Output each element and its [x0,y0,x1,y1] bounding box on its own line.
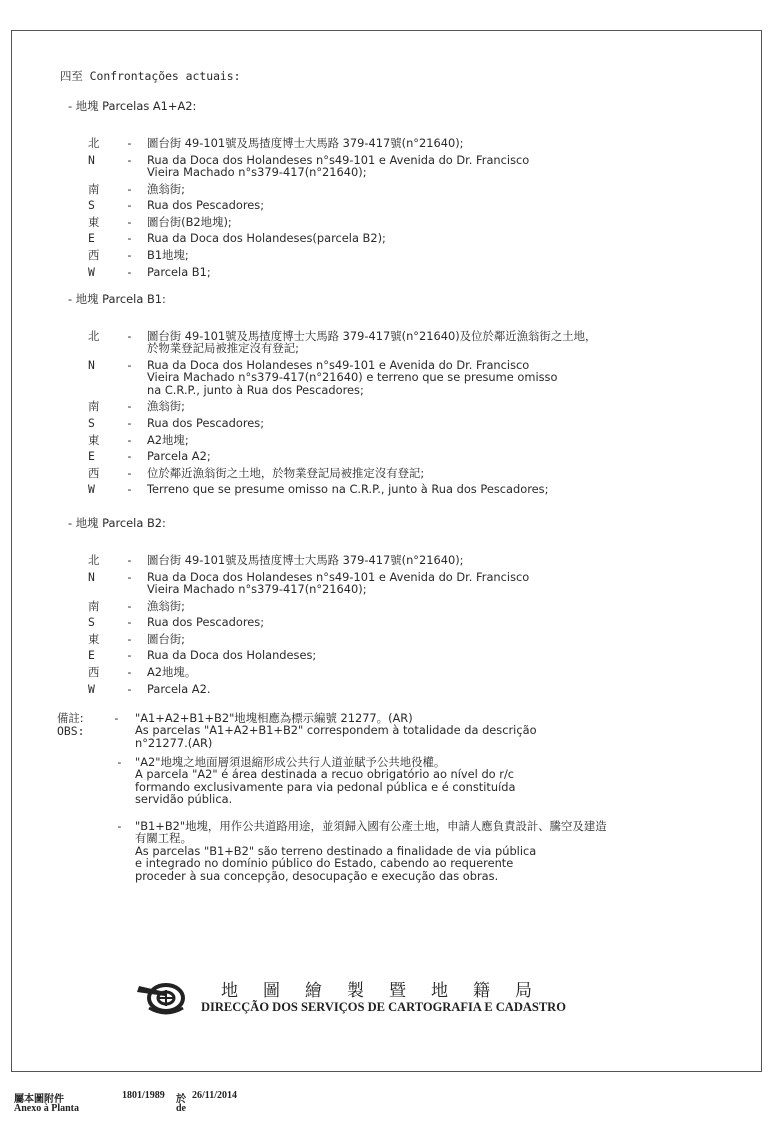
boundary-text: Parcela A2. [147,681,211,696]
boundary-dash: - [126,248,133,262]
boundary-dash: - [126,231,133,246]
boundary-text: 圖台街 49-101號及馬揸度博士大馬路 379-417號(n°21640); [147,136,464,150]
parcel-heading: - 地塊 Parcela B2: [68,516,166,530]
boundary-direction: N [88,569,95,584]
boundary-text: Rua dos Pescadores; [147,198,265,213]
boundary-direction: W [88,264,95,279]
boundary-direction: 西 [88,248,100,262]
boundary-dash: - [126,264,133,279]
boundary-text: 圖台街; [147,631,186,646]
boundary-dash: - [126,358,133,372]
footer-label-pt: Anexo à Planta [14,1103,79,1114]
boundary-text: A2地塊。 [147,665,197,679]
note-text: "A1+A2+B1+B2"地塊相應為標示編號 21277。(AR) [135,711,413,725]
boundary-dash: - [126,569,133,584]
boundary-dash: - [126,631,133,646]
boundary-direction: E [88,449,95,464]
notes-label-zh: 備註: [57,711,84,725]
boundary-direction: E [88,231,95,246]
boundary-direction: 東 [88,631,100,646]
boundary-direction: S [88,198,95,213]
note-text: As parcelas "A1+A2+B1+B2" correspondem à totalidade da descrição [135,723,537,738]
boundary-direction: 北 [88,553,100,567]
boundary-text: Rua da Doca dos Holandeses n°s49-101 e Avenida do Dr. Francisco [147,152,530,167]
notes-label-pt: OBS: [57,724,85,738]
boundary-text: 漁翁街; [147,181,186,196]
boundary-dash: - [126,399,133,414]
boundary-dash: - [126,432,133,447]
boundary-text: Vieira Machado n°s379-417(n°21640); [147,164,367,179]
boundary-dash: - [126,136,133,150]
boundary-text: Rua da Doca dos Holandeses n°s49-101 e Avenida do Dr. Francisco [147,358,530,372]
note-dash: - [113,711,120,725]
agency-name-zh: 地圖繪製暨地籍局 [221,981,557,1001]
boundary-dash: - [126,553,133,567]
boundary-direction: S [88,615,95,630]
boundary-dash: - [126,648,133,663]
boundary-direction: W [88,482,95,497]
note-text: "A2"地塊之地面層須退縮形成公共行人道並賦予公共地役權。 [135,755,446,769]
note-text: A parcela "A2" é área destinada a recuo obrigatório ao nível do r/c [135,767,515,782]
boundary-dash: - [126,416,133,430]
boundary-dash: - [126,598,133,613]
boundary-dash: - [126,198,133,213]
footer-sep-pt: de [176,1103,186,1114]
note-text: As parcelas "B1+B2" são terreno destinado a finalidade de via pública [135,843,537,858]
boundary-direction: N [88,152,95,167]
boundary-direction: 西 [88,465,100,480]
boundary-direction: S [88,416,95,430]
boundary-text: 漁翁街; [147,399,186,414]
boundary-dash: - [126,152,133,167]
boundary-text: Rua dos Pescadores; [147,416,265,430]
boundary-text: 圖台街(B2地塊); [147,214,232,229]
agency-logo-block [135,976,635,1020]
boundary-text: 位於鄰近漁翁街之土地，於物業登記局被推定沒有登記; [147,465,425,480]
boundary-text: 漁翁街; [147,598,186,613]
boundary-direction: W [88,681,95,696]
footer-label-zh: 屬本圖附件 [14,1094,64,1105]
parcel-heading: - 地塊 Parcelas A1+A2: [68,99,197,113]
agency-name-pt: DIRECÇÃO DOS SERVIÇOS DE CARTOGRAFIA E CADASTRO [201,1000,566,1014]
footer-sep-zh: 於 [176,1094,186,1105]
boundary-dash: - [126,214,133,229]
boundary-text: 於物業登記局被推定沒有登記; [147,341,299,356]
boundary-direction: 南 [88,181,100,196]
boundary-text: Rua da Doca dos Holandeses n°s49-101 e Avenida do Dr. Francisco [147,569,530,584]
boundary-text: Terreno que se presume omisso na C.R.P., junto à Rua dos Pescadores; [147,482,549,497]
boundary-text: Rua da Doca dos Holandeses; [147,648,317,663]
note-text: formando exclusivamente para via pedonal pública e é constituída [135,779,516,794]
boundary-dash: - [126,615,133,630]
boundary-direction: 北 [88,329,100,343]
note-text: "B1+B2"地塊，用作公共道路用途，並須歸入國有公產土地，申請人應負責設計、騰空及建造 [135,819,607,833]
boundary-text: Parcela B1; [147,264,211,279]
boundary-text: 圖台街 49-101號及馬揸度博士大馬路 379-417號(n°21640); [147,553,464,567]
boundary-text: A2地塊; [147,432,189,447]
boundary-dash: - [126,681,133,696]
boundary-text: Parcela A2; [147,449,211,464]
boundary-direction: 東 [88,214,100,229]
parcel-heading: - 地塊 Parcela B1: [68,292,166,306]
boundary-direction: 南 [88,399,100,414]
note-text: proceder à sua concepção, desocupação e execução das obras. [135,868,499,883]
boundary-text: B1地塊; [147,248,189,262]
boundary-dash: - [126,482,133,497]
note-text: e integrado no domínio público do Estado, cabendo ao requerente [135,856,514,871]
dscc-emblem-icon [135,978,193,1018]
note-text: servidão pública. [135,792,233,807]
footer-date: 26/11/2014 [192,1090,238,1101]
boundary-direction: 東 [88,432,100,447]
boundary-direction: N [88,358,95,372]
boundary-dash: - [126,465,133,480]
boundary-dash: - [126,329,133,343]
boundary-text: Rua dos Pescadores; [147,615,265,630]
footer-ref: 1801/1989 [122,1090,165,1101]
boundary-dash: - [126,665,133,679]
boundary-dash: - [126,449,133,464]
note-text: n°21277.(AR) [135,735,213,750]
section-title: 四至 Confrontações actuais: [60,69,241,83]
boundary-direction: 北 [88,136,100,150]
note-text: 有關工程。 [135,831,192,846]
boundary-text: na C.R.P., junto à Rua dos Pescadores; [147,382,364,397]
boundary-text: 圖台街 49-101號及馬揸度博士大馬路 379-417號(n°21640)及位於鄰近漁翁街之土地， [147,329,597,343]
note-dash: - [116,755,123,769]
boundary-dash: - [126,181,133,196]
page-frame [11,30,762,1072]
boundary-direction: 西 [88,665,100,679]
boundary-text: Vieira Machado n°s379-417(n°21640); [147,581,367,596]
boundary-direction: E [88,648,95,663]
note-dash: - [116,819,123,833]
boundary-direction: 南 [88,598,100,613]
boundary-text: Vieira Machado n°s379-417(n°21640) e terreno que se presume omisso [147,370,558,385]
boundary-text: Rua da Doca dos Holandeses(parcela B2); [147,231,386,246]
